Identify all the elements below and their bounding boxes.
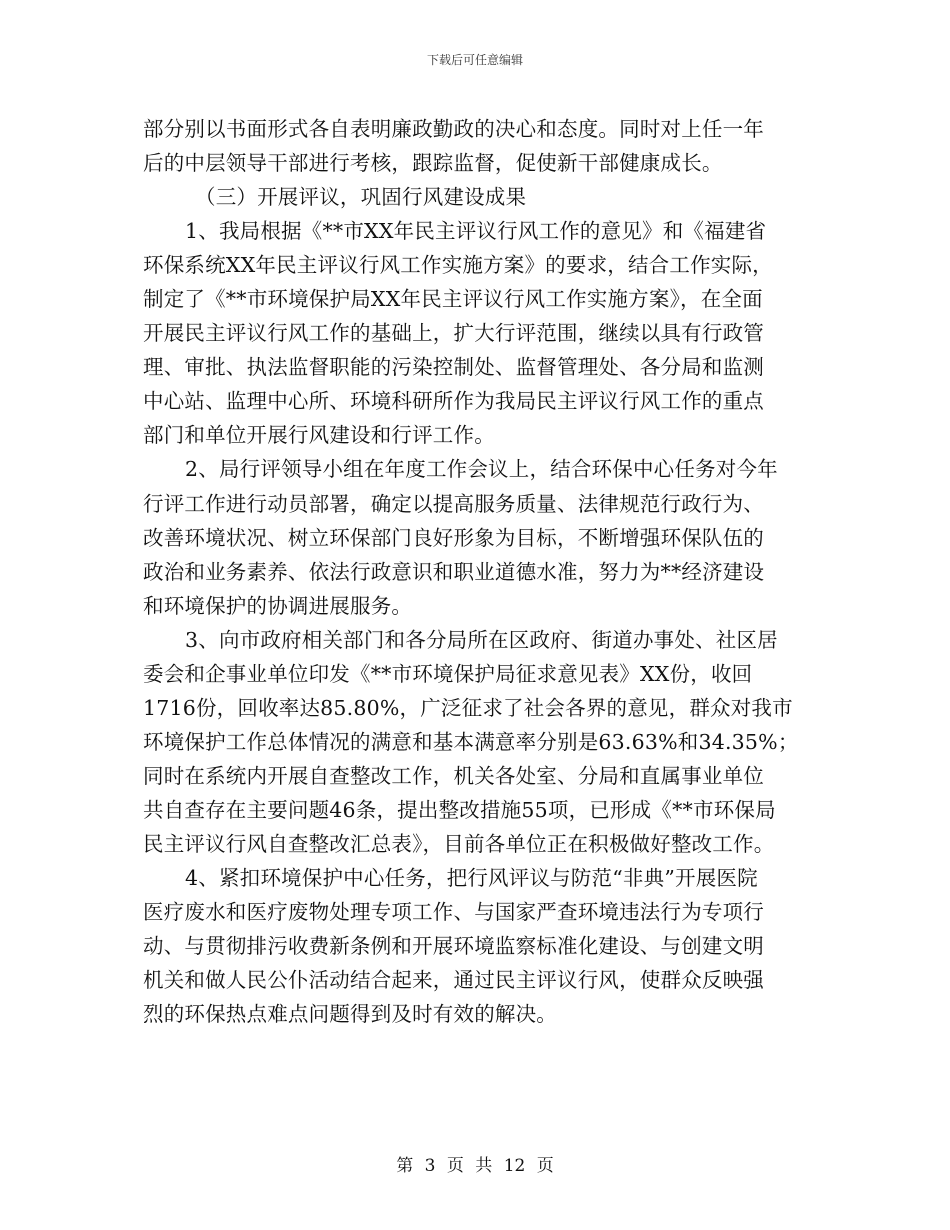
- text-line: 和环境保护的协调进展服务。: [143, 593, 413, 618]
- text-line: 环保系统XX年民主评议行风工作实施方案》的要求，结合工作实际，: [143, 253, 773, 278]
- text-line: 烈的环保热点难点问题得到及时有效的解决。: [143, 1002, 557, 1027]
- text-line: 政治和业务素养、依法行政意识和职业道德水准，努力为**经济建设: [143, 559, 765, 584]
- page-number: 第 3 页 共 12 页: [396, 1156, 554, 1176]
- text-line: 机关和做人民公仆活动结合起来，通过民主评议行风，使群众反映强: [143, 968, 764, 993]
- text-line: 同时在系统内开展自查整改工作，机关各处室、分局和直属事业单位: [143, 763, 764, 788]
- section-heading: （三）开展评议，巩固行风建设成果: [195, 185, 527, 210]
- text-line: 部分别以书面形式各自表明廉政勤政的决心和态度。同时对上任一年: [143, 117, 764, 141]
- text-line: 共自查存在主要问题46条，提出整改措施55项，已形成《**市环保局: [143, 797, 776, 822]
- page-header: 下载后可任意编辑: [426, 53, 523, 67]
- text-line: 环境保护工作总体情况的满意和基本满意率分别是63.63%和34.35%；: [143, 729, 799, 754]
- paragraph-start: 2、局行评领导小组在年度工作会议上，结合环保中心任务对今年: [185, 457, 778, 482]
- text-line: 理、审批、执法监督职能的污染控制处、监督管理处、各分局和监测: [143, 355, 764, 380]
- text-line: 医疗废水和医疗废物处理专项工作、与国家严查环境违法行为专项行: [143, 900, 764, 925]
- paragraph-start: 1、我局根据《**市XX年民主评议行风工作的意见》和《福建省: [185, 219, 767, 244]
- text-line: 开展民主评议行风工作的基础上，扩大行评范围，继续以具有行政管: [143, 321, 764, 346]
- text-line: 委会和企事业单位印发《**市环境保护局征求意见表》XX份，收回: [143, 661, 753, 686]
- text-line: 民主评议行风自查整改汇总表》，目前各单位正在积极做好整改工作。: [143, 831, 775, 856]
- text-line: 行评工作进行动员部署，确定以提高服务质量、法律规范行政行为、: [143, 491, 764, 516]
- text-line: 制定了《**市环境保护局XX年民主评议行风工作实施方案》，在全面: [143, 287, 763, 312]
- text-line: 中心站、监理中心所、环境科研所作为我局民主评议行风工作的重点: [143, 389, 764, 414]
- text-line: 1716份，回收率达85.80%，广泛征求了社会各界的意见，群众对我市: [143, 695, 793, 720]
- text-line: 改善环境状况、树立环保部门良好形象为目标，不断增强环保队伍的: [143, 525, 764, 550]
- paragraph-start: 4、紧扣环境保护中心任务，把行风评议与防范“非典”开展医院: [185, 866, 758, 891]
- text-line: 后的中层领导干部进行考核，跟踪监督，促使新干部健康成长。: [143, 151, 723, 176]
- text-line: 动、与贯彻排污收费新条例和开展环境监察标准化建设、与创建文明: [143, 934, 764, 959]
- paragraph-start: 3、向市政府相关部门和各分局所在区政府、街道办事处、社区居: [185, 627, 778, 652]
- document-body: [143, 112, 813, 1031]
- text-line: 部门和单位开展行风建设和行评工作。: [143, 423, 495, 448]
